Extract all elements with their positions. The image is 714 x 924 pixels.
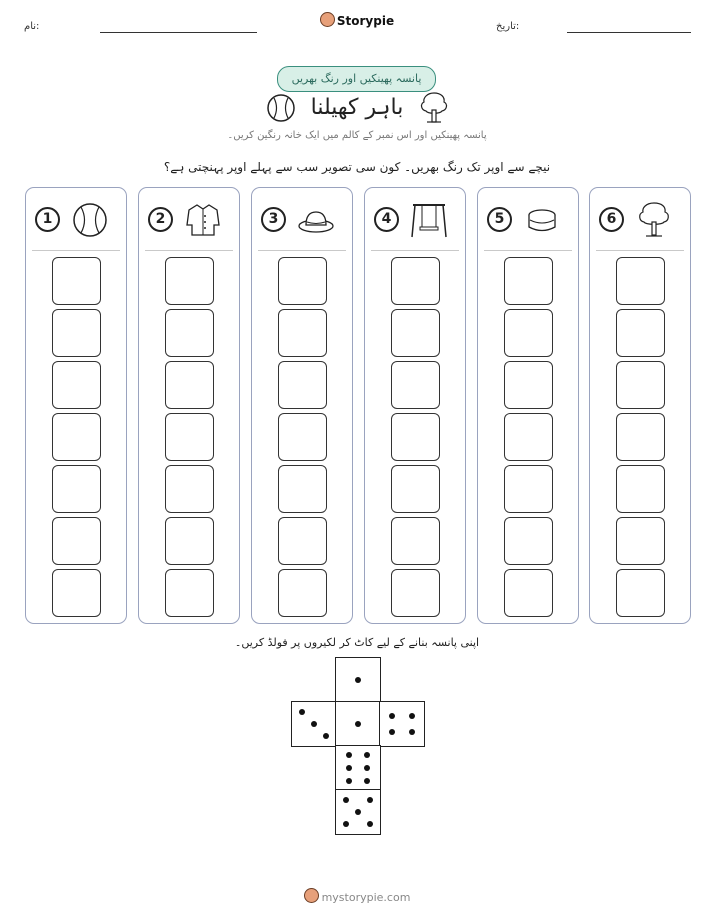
activity-badge: پانسہ پھینکیں اور رنگ بھریں xyxy=(277,66,436,92)
color-box[interactable] xyxy=(504,413,553,461)
die-face-6 xyxy=(335,745,381,791)
tree-icon xyxy=(634,201,674,239)
bear-footer-icon xyxy=(304,888,319,903)
column-number: 2 xyxy=(148,207,173,232)
color-box[interactable] xyxy=(391,569,440,617)
name-label: نام: xyxy=(24,21,40,32)
pip xyxy=(343,797,349,803)
column-number: 1 xyxy=(35,207,60,232)
color-box[interactable] xyxy=(504,569,553,617)
tree-title-icon xyxy=(418,90,450,124)
pip xyxy=(367,821,373,827)
pip xyxy=(389,729,395,735)
swing-icon xyxy=(409,201,449,239)
die-instruction: اپنی پانسہ بنانے کے لیے کاٹ کر لکیروں پر فولڈ کریں۔ xyxy=(234,636,480,649)
date-write-line[interactable] xyxy=(567,32,691,33)
color-box[interactable] xyxy=(616,517,665,565)
column-divider xyxy=(145,250,233,251)
color-box[interactable] xyxy=(391,413,440,461)
color-box[interactable] xyxy=(165,569,214,617)
color-box[interactable] xyxy=(278,465,327,513)
color-box[interactable] xyxy=(165,517,214,565)
color-box[interactable] xyxy=(52,257,101,305)
pip xyxy=(364,778,370,784)
pip xyxy=(364,752,370,758)
column-divider xyxy=(258,250,346,251)
color-box[interactable] xyxy=(278,569,327,617)
pip xyxy=(355,809,361,815)
pip xyxy=(299,709,305,715)
color-box[interactable] xyxy=(391,465,440,513)
question-text: نیچے سے اوپر تک رنگ بھریں۔ کون سی تصویر سب سے پہلے اوپر پہنچتی ہے؟ xyxy=(163,160,551,174)
column-number: 3 xyxy=(261,207,286,232)
die-face-5 xyxy=(335,789,381,835)
die-face-4 xyxy=(379,701,425,747)
color-box[interactable] xyxy=(165,257,214,305)
pip xyxy=(409,713,415,719)
page-subtitle: پانسہ پھینکیں اور اس نمبر کے کالم میں ایک خانہ رنگین کریں۔ xyxy=(227,130,487,141)
column-5 xyxy=(477,187,579,624)
pip xyxy=(364,765,370,771)
brand-logo xyxy=(0,12,714,28)
color-box[interactable] xyxy=(52,309,101,357)
pip xyxy=(355,721,361,727)
pip xyxy=(323,733,329,739)
name-write-line[interactable] xyxy=(100,32,257,33)
column-divider xyxy=(596,250,684,251)
column-number: 5 xyxy=(487,207,512,232)
die-face-1-center xyxy=(335,701,381,747)
page-title: باہر کھیلنا xyxy=(310,95,404,120)
date-label: تاریخ: xyxy=(496,21,520,32)
color-box[interactable] xyxy=(504,257,553,305)
pip xyxy=(346,778,352,784)
pip xyxy=(346,752,352,758)
column-1 xyxy=(25,187,127,624)
die-face-1 xyxy=(335,657,381,703)
pip xyxy=(409,729,415,735)
color-box[interactable] xyxy=(504,361,553,409)
color-box[interactable] xyxy=(504,309,553,357)
die-face-3 xyxy=(291,701,337,747)
footer-url[interactable]: mystorypie.com xyxy=(321,891,411,904)
color-box[interactable] xyxy=(616,413,665,461)
color-box[interactable] xyxy=(52,517,101,565)
color-box[interactable] xyxy=(278,517,327,565)
color-box[interactable] xyxy=(391,517,440,565)
color-box[interactable] xyxy=(52,361,101,409)
jacket-icon xyxy=(183,201,223,239)
color-box[interactable] xyxy=(278,257,327,305)
color-box[interactable] xyxy=(165,465,214,513)
pip xyxy=(346,765,352,771)
color-box[interactable] xyxy=(391,309,440,357)
color-box[interactable] xyxy=(616,361,665,409)
pip xyxy=(311,721,317,727)
column-3 xyxy=(251,187,353,624)
column-number: 4 xyxy=(374,207,399,232)
pip xyxy=(367,797,373,803)
color-box[interactable] xyxy=(616,257,665,305)
color-box[interactable] xyxy=(52,569,101,617)
baseball-icon xyxy=(70,201,110,239)
color-box[interactable] xyxy=(165,361,214,409)
color-box[interactable] xyxy=(616,569,665,617)
color-box[interactable] xyxy=(278,361,327,409)
bear-logo-icon xyxy=(320,12,335,27)
color-box[interactable] xyxy=(52,465,101,513)
pip xyxy=(355,677,361,683)
color-box[interactable] xyxy=(616,309,665,357)
color-box[interactable] xyxy=(616,465,665,513)
column-divider xyxy=(371,250,459,251)
column-number: 6 xyxy=(599,207,624,232)
column-divider xyxy=(32,250,120,251)
color-box[interactable] xyxy=(165,413,214,461)
die-net[interactable] xyxy=(291,657,425,837)
color-box[interactable] xyxy=(504,517,553,565)
color-box[interactable] xyxy=(278,413,327,461)
sun-hat-icon xyxy=(296,201,336,239)
color-box[interactable] xyxy=(391,257,440,305)
column-divider xyxy=(484,250,572,251)
pip xyxy=(389,713,395,719)
color-box[interactable] xyxy=(52,413,101,461)
color-box[interactable] xyxy=(278,309,327,357)
brand-name: Storypie xyxy=(336,14,395,28)
column-4 xyxy=(364,187,466,624)
color-box[interactable] xyxy=(504,465,553,513)
color-box[interactable] xyxy=(165,309,214,357)
footer xyxy=(0,888,714,904)
pip xyxy=(343,821,349,827)
color-box[interactable] xyxy=(391,361,440,409)
column-2 xyxy=(138,187,240,624)
column-6 xyxy=(589,187,691,624)
sunscreen-jar-icon xyxy=(522,201,562,239)
